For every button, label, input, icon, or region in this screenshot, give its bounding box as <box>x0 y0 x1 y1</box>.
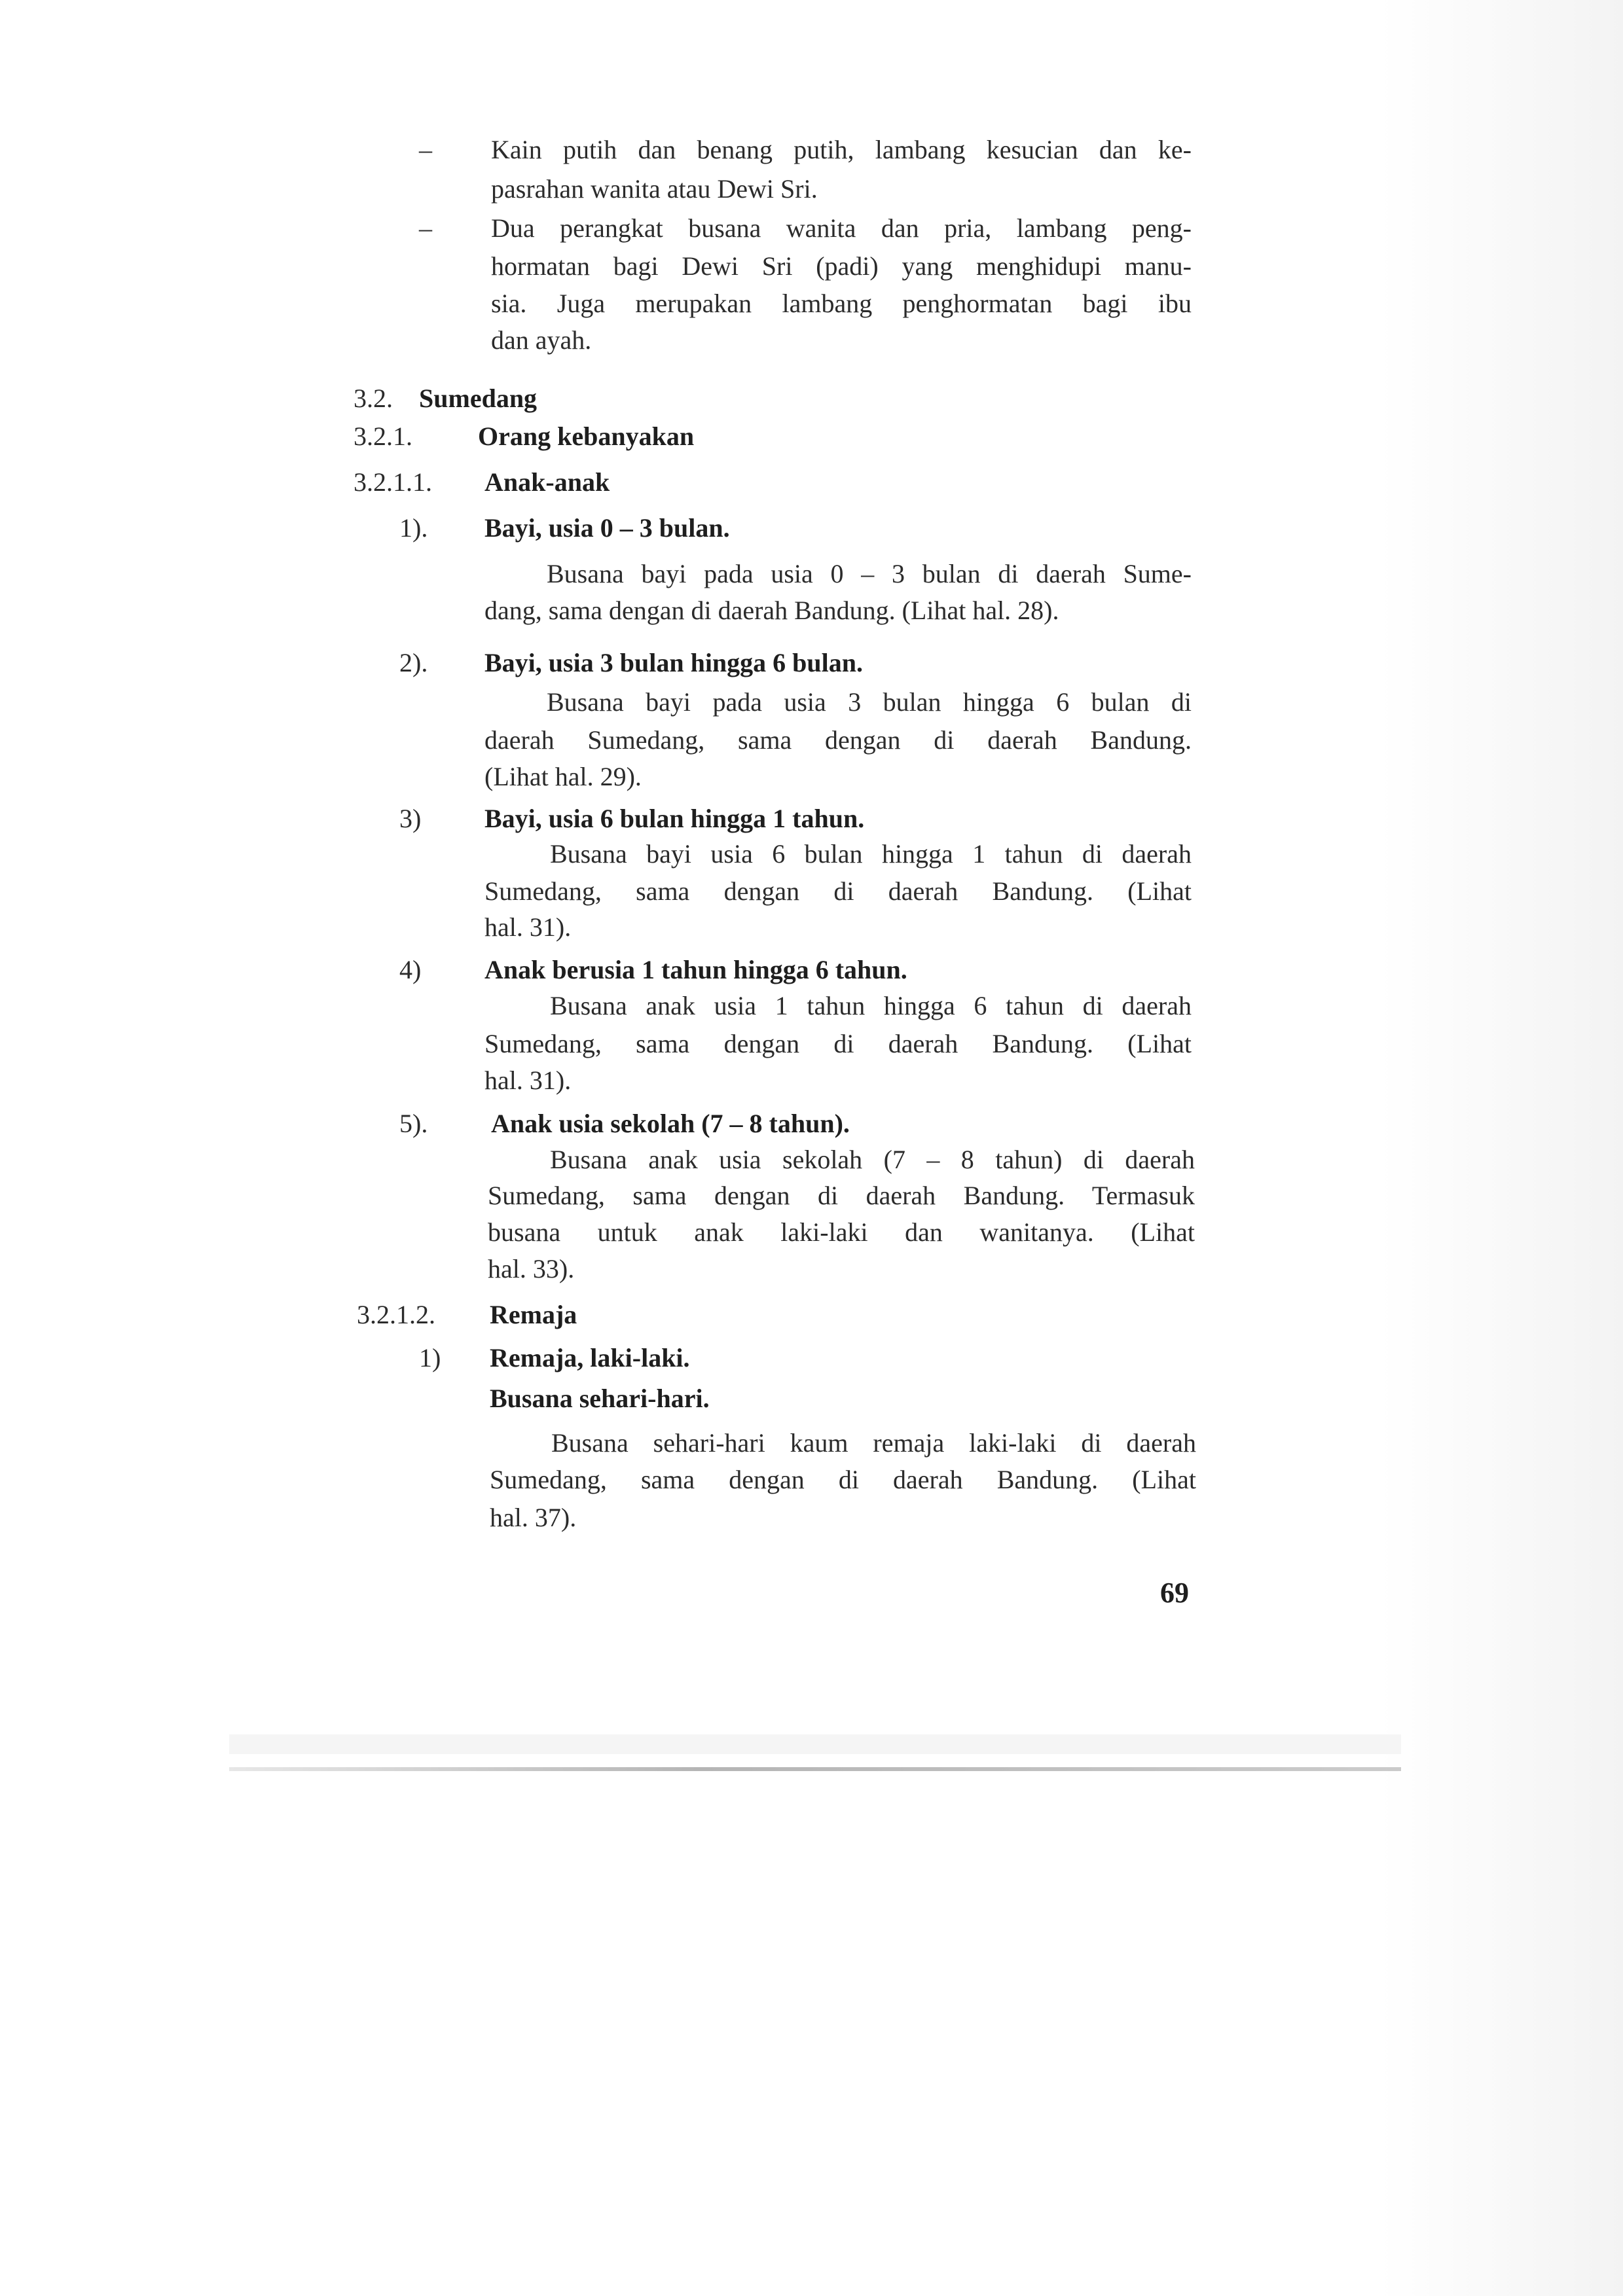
body-line: Kain putih dan benang putih, lambang kesucian dan ke- <box>491 135 1192 164</box>
item-number: 4) <box>399 955 422 984</box>
body-line: hormatan bagi Dewi Sri (padi) yang menghidupi manu- <box>491 251 1192 281</box>
body-line: dan ayah. <box>491 325 592 355</box>
item-heading: Bayi, usia 0 – 3 bulan. <box>484 513 730 543</box>
item-number: 1) <box>419 1343 441 1372</box>
section-heading: Sumedang <box>419 384 538 413</box>
body-line: busana untuk anak laki-laki dan wanitanya. (Lihat <box>488 1217 1195 1247</box>
section-number: 3.2. <box>354 384 393 413</box>
body-line: (Lihat hal. 29). <box>484 762 642 791</box>
item-subheading: Busana sehari-hari. <box>490 1384 710 1413</box>
section-number: 3.2.1.2. <box>357 1300 435 1329</box>
item-heading: Bayi, usia 3 bulan hingga 6 bulan. <box>484 648 864 677</box>
body-line: Busana sehari-hari kaum remaja laki-laki di daerah <box>551 1428 1196 1458</box>
body-line: Busana anak usia 1 tahun hingga 6 tahun di daerah <box>550 991 1192 1020</box>
scan-shadow <box>229 1734 1401 1754</box>
item-heading: Anak berusia 1 tahun hingga 6 tahun. <box>484 955 907 984</box>
body-line: Busana bayi usia 6 bulan hingga 1 tahun di daerah <box>550 839 1192 869</box>
scan-edge-line <box>229 1767 1401 1771</box>
body-line: Sumedang, sama dengan di daerah Bandung. (Lihat <box>484 876 1192 906</box>
body-line: Dua perangkat busana wanita dan pria, lambang peng- <box>491 213 1192 243</box>
item-number: 2). <box>399 648 428 677</box>
item-number: 3) <box>399 804 422 833</box>
body-line: hal. 37). <box>490 1503 577 1532</box>
body-line: Sumedang, sama dengan di daerah Bandung. (Lihat <box>484 1029 1192 1058</box>
section-heading: Remaja <box>490 1300 577 1329</box>
body-line: Sumedang, sama dengan di daerah Bandung. (Lihat <box>490 1465 1196 1494</box>
body-line: Busana bayi pada usia 3 bulan hingga 6 bulan di <box>547 687 1192 717</box>
item-heading: Remaja, laki-laki. <box>490 1343 690 1372</box>
body-line: Busana anak usia sekolah (7 – 8 tahun) di daerah <box>550 1145 1195 1174</box>
body-line: hal. 31). <box>484 1066 572 1095</box>
item-heading: Bayi, usia 6 bulan hingga 1 tahun. <box>484 804 865 833</box>
section-heading: Orang kebanyakan <box>478 422 695 451</box>
section-number: 3.2.1.1. <box>354 467 432 497</box>
section-number: 3.2.1. <box>354 422 412 451</box>
body-line: Sumedang, sama dengan di daerah Bandung. Termasuk <box>488 1181 1195 1210</box>
body-line: sia. Juga merupakan lambang penghormatan bagi ibu <box>491 289 1192 318</box>
body-line: dang, sama dengan di daerah Bandung. (Lihat hal. 28). <box>484 596 1059 625</box>
body-line: hal. 33). <box>488 1254 575 1283</box>
body-line: hal. 31). <box>484 912 572 942</box>
body-line: pasrahan wanita atau Dewi Sri. <box>491 174 818 204</box>
bullet-dash: – <box>419 213 432 243</box>
page-number: 69 <box>1160 1577 1189 1609</box>
body-line: Busana bayi pada usia 0 – 3 bulan di daerah Sume- <box>547 559 1192 588</box>
section-heading: Anak-anak <box>484 467 610 497</box>
item-number: 1). <box>399 513 428 543</box>
item-number: 5). <box>399 1109 428 1138</box>
bullet-dash: – <box>419 135 432 164</box>
body-line: daerah Sumedang, sama dengan di daerah Bandung. <box>484 725 1192 755</box>
item-heading: Anak usia sekolah (7 – 8 tahun). <box>491 1109 850 1138</box>
